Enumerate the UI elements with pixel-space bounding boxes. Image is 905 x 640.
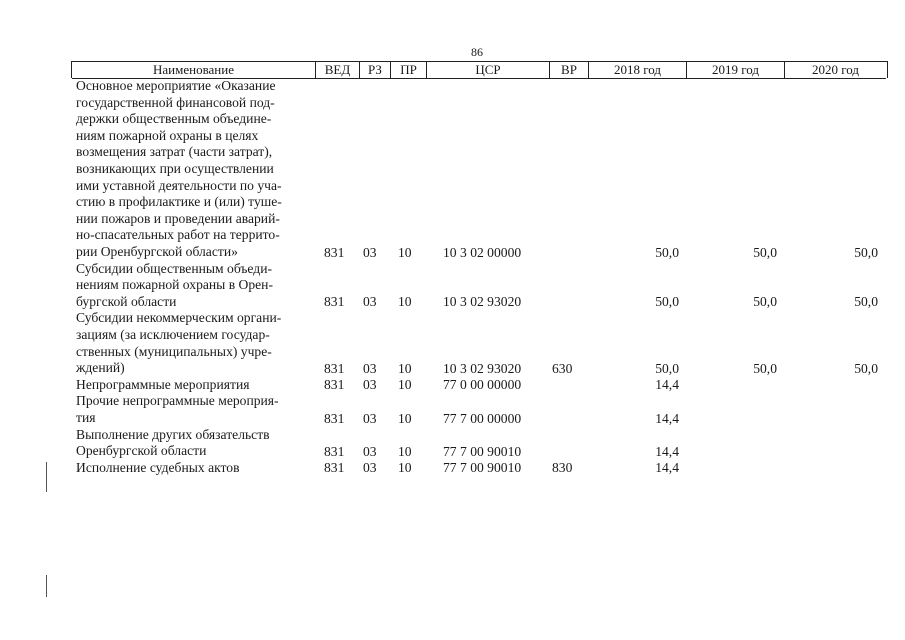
row-name [76,261,316,311]
row-name-line: рии Оренбургской области» [76,243,238,259]
cell-pr: 10 [398,410,412,426]
cell-2019 [688,377,777,393]
row-name [76,377,316,394]
row-name [76,393,316,426]
cell-rz: 03 [363,377,377,393]
row-name [76,78,316,261]
row-name-line: ниям пожарной охраны в целях [76,127,259,143]
header-rz: РЗ [360,62,391,78]
cell-ved: 831 [324,377,345,393]
header-2019: 2019 год [687,62,785,78]
row-name-line: Прочие непрограммные мероприя- [76,393,279,409]
cell-2020 [786,411,878,427]
cell-2020 [786,460,878,476]
cell-ved: 831 [324,244,345,260]
row-name-line: ждений) [76,360,125,376]
cell-2018: 50,0 [655,360,679,376]
cell-2019 [688,444,777,460]
row-name-line: ими уставной деятельности по уча- [76,177,282,193]
header-underline [589,78,687,79]
row-name-line: бургской области [76,293,177,309]
cell-pr: 10 [398,244,412,260]
header-csr: ЦСР [427,62,550,78]
cell-2018: 50,0 [655,294,679,310]
cell-pr: 10 [398,294,412,310]
page-number: 86 [471,45,483,59]
row-name-line: Субсидии некоммерческим органи- [76,310,282,326]
cell-rz: 03 [363,294,377,310]
cell-2018: 14,4 [655,443,679,459]
cell-2019: 50,0 [753,360,777,376]
cell-vr [552,444,582,460]
cell-csr: 77 7 00 90010 [443,443,522,459]
cell-csr: 10 3 02 93020 [443,294,522,310]
cell-2020: 50,0 [854,244,878,260]
header-pr: ПР [391,62,427,78]
cell-vr: 630 [552,360,573,376]
cell-csr: 77 7 00 00000 [443,410,522,426]
cell-vr [552,411,582,427]
cell-pr: 10 [398,377,412,393]
header-ved: ВЕД [316,62,360,78]
header-2020: 2020 год [812,62,859,77]
header-underline [687,78,785,79]
cell-csr: 10 3 02 00000 [443,244,522,260]
cell-2020: 50,0 [854,360,878,376]
cell-rz: 03 [363,244,377,260]
scan-mark [46,462,47,492]
cell-csr: 77 0 00 00000 [443,377,522,393]
row-name [76,310,316,376]
cell-rz: 03 [363,360,377,376]
row-name-line: Исполнение судебных актов [76,459,240,475]
row-name-line: Выполнение других обязательств [76,426,270,442]
header-underline [427,78,589,79]
scan-mark [46,575,47,597]
cell-ved: 831 [324,443,345,459]
row-name-line: нениям пожарной охраны в Орен- [76,277,273,293]
cell-ved: 831 [324,360,345,376]
cell-ved: 831 [324,294,345,310]
cell-vr [552,294,582,310]
cell-pr: 10 [398,443,412,459]
cell-2020 [786,444,878,460]
cell-rz: 03 [363,460,377,476]
row-name-line: тия [76,409,96,425]
cell-2019 [688,411,777,427]
cell-vr [552,245,582,261]
row-name [76,460,316,477]
header-vr: ВР [550,62,589,78]
cell-csr: 77 7 00 90010 [443,460,522,476]
row-name-line: Основное мероприятие «Оказание [76,78,276,93]
row-name-line: ственных (муниципальных) учре- [76,343,272,359]
cell-2018: 14,4 [655,410,679,426]
table-header [71,61,888,78]
cell-2019: 50,0 [753,244,777,260]
row-name-line: зациям (за исключением государ- [76,326,270,342]
cell-vr: 830 [552,460,573,476]
cell-ved: 831 [324,410,345,426]
cell-2018: 14,4 [655,377,679,393]
row-name-line: Непрограммные мероприятия [76,376,250,392]
cell-ved: 831 [324,460,345,476]
header-name: Наименование [72,62,316,78]
row-name-line: нии пожаров и проведении аварий- [76,210,280,226]
cell-2019 [688,460,777,476]
row-name-line: Субсидии общественным объеди- [76,260,272,276]
cell-csr: 10 3 02 93020 [443,360,522,376]
cell-2020: 50,0 [854,294,878,310]
cell-vr [552,377,582,393]
cell-2018: 14,4 [655,460,679,476]
row-name-line: Оренбургской области [76,443,207,459]
cell-pr: 10 [398,360,412,376]
row-name-line: государственной финансовой под- [76,94,275,110]
row-name-line: держки общественным объедине- [76,111,272,127]
header-underline [785,78,886,79]
cell-rz: 03 [363,410,377,426]
row-name-line: стию в профилактике и (или) туше- [76,194,282,210]
cell-pr: 10 [398,460,412,476]
header-2018: 2018 год [589,62,687,78]
cell-2019: 50,0 [753,294,777,310]
row-name-line: но-спасательных работ на террито- [76,227,280,243]
cell-rz: 03 [363,443,377,459]
cell-2018: 50,0 [655,244,679,260]
header-underline [316,78,427,79]
row-name [76,427,316,460]
row-name-line: возмещения затрат (части затрат), [76,144,273,160]
row-name-line: возникающих при осуществлении [76,160,274,176]
cell-2020 [786,377,878,393]
